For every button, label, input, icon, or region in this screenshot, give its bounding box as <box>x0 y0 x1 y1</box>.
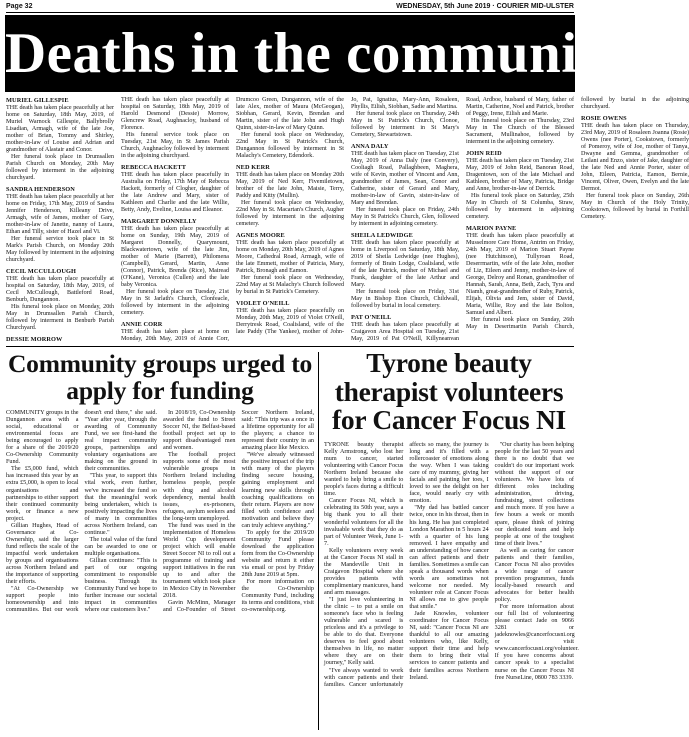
notice-name: REBECCA HACKETT <box>121 164 187 172</box>
notice-name: MARION PAYNE <box>466 225 517 233</box>
notice-name: ROSIE OWENS <box>581 115 627 123</box>
notice-paragraph: THE death has taken place peacefully in Australia on Friday, 17th May of Rebecca Hackett, formerly of Clogher, daughter of the late Andrew and Mary, sister of Kathleen and Charlie and the late Willie, Betty, Andy, Eveline, Louisa and Eleanor. <box>121 171 229 214</box>
notice-name: CECIL MCCULLOUGH <box>6 268 76 276</box>
death-notice <box>351 143 459 228</box>
notice-paragraph: Her funeral took place on Sunday, 26th May in Church of the Holy Trinity, Cookstown, followed by burial in Forthill Cemetery. <box>581 193 689 221</box>
notice-paragraph: Her funeral took place on Friday, 31st May in Bishop Eton Church, Childwall, followed by burial in local cemetery. <box>351 289 459 310</box>
notice-paragraph: THE death has taken place peacefully at home in Liverpool on Saturday, 18th May, 2019 of Sheila Ledwidge (nee Hughes), formerly of Brain Lodge, Coalisland, wife of the late Patrick, mother of Michael and Frank, daughter of the late Arthur and Mary. <box>351 239 459 289</box>
notice-paragraph: THE death has taken place on Thursday, 23rd May, 2019 of Rosaleen Joanna (Rosie) Owens (nee Porter), Cookstown, formerly of Pomeroy, wife of Joe, mother of Tanya, Dwayne and Gemma, grandmother of Leilani and Enzo, sister of Jake, daughter of the late Ned and Annie Porter, sister of John, Eileen, Patricia, Eamon, Bernie, Vincent, Oliver, Owen, Evelyn and the late Dermot. <box>581 122 689 193</box>
notice-name: ANNA DALY <box>351 143 389 151</box>
section-banner: Deaths in the community <box>5 15 575 92</box>
article-paragraph: TYRONE beauty therapist Kelly Armstrong, who lost her mum to cancer, started volunteering with Cancer Focus Northern Ireland because she wanted to help bring a smile to people's faces during a difficult time. <box>324 442 404 498</box>
death-notice <box>121 164 229 214</box>
notice-paragraph: His funeral took place on Thursday, 23rd May in The Church of the Blessed Sacrament, Mullinahoe, followed by interment in the adjoining cemetery. <box>466 118 574 146</box>
article-paragraph: Gavin McMinn, Manager and Co-Founder of Street Soccer Northern Ireland, said: "This trip was a once in a lifetime opportunity for all the players; a chance to represent their country in an amazing place like Mexico. <box>163 410 314 614</box>
notice-paragraph: Her funeral took place on Wednesday, 22nd May in St Patrick's Church, Dungannon followed by interment in St Malachy's Cemetery, Edendork. <box>236 132 344 160</box>
notice-paragraph: THE death has taken place peacefully at her home on Friday, 17th May, 2019 of Sandra Jennifer Henderson, Killeany Drive, Armagh, wife of James, mother of Gary, mother-in-law of Janette, nanny of Laura, Ethan and Tilly, sister of Hazel and Vi. <box>6 193 114 235</box>
notice-paragraph: THE death has taken place peacefully at home on Sunday, 19th May, 2019 of Margaret Donnelly, Quarymount, Blackwatertown, wife of the late Jim, mother of Marie (Barrett), Philomena (Campbell), Gerard, Martin, Anne (Connor), Patrick, Brenda (Rice), Mairead (O'Kane), Veronica (Cullen) and the late baby Veronica. <box>121 225 229 289</box>
death-notice <box>121 218 229 317</box>
notice-name: SHEILA LEDWIDGE <box>351 232 413 240</box>
notice-name: DESSIE MORROW <box>6 336 63 343</box>
article-paragraph: For more information on the Co-Ownership Community Fund, including its terms and conditions, visit co-ownership.org. <box>241 579 314 614</box>
article-paragraph: In 2018/19, Co-Ownership awarded the fund to Street Soccer NI, the Belfast-based football project set up to support disadvantaged men and women. <box>163 410 236 452</box>
article-paragraph: As well as caring for cancer patients and their families, Cancer Focus NI also provides a wide range of cancer prevention programmes, funds locally-based research and advocates for better health policy. <box>494 547 574 604</box>
article-paragraph: To apply for the 2019/20 Community Fund please download the application form from the Co-Ownership website and return it either via email or post by Friday 28th June 2019 at 5pm. <box>241 529 314 579</box>
article-paragraph: The £5,000 fund, which has increased this year by an extra £5,000, is open to local organisations and partnerships to either support their continued community work, or finance a new project. <box>6 466 79 522</box>
notice-name: VIOLET O'NEILL <box>236 300 290 308</box>
column-divider <box>318 352 319 730</box>
article-paragraph: "I've always wanted to work with cancer patients and their families. Cancer unfortunately affects so many, the journey is long and it's filled with a rollercoaster of emotions along the way. When I was taking care of my mummy, giving her facials and painting her toes, I loved to see the delight on her face, would nearly cry with emotion. <box>324 442 489 688</box>
notice-paragraph: THE death has taken place peacefully at Musselmore Care Home, Antrim on Friday, 24th May, 2019 of Marion Stuart Payne (nee Hutchinson), Tullyroan Road, Deserrmartin, wife of the late John, mother of Liz, Eileen and Jenny, mother-in-law of George, Delroy and Ronan, grandmother of Hannah, Sarah, Anna, Beth, Zach, Tyra and Niamh, great-grandmother of Ruby, Patrick, Elijah, Olivia and Jem, sister of David, Maria, Willie, Roy and the late Bolton, Samuel and Albert. <box>466 232 574 317</box>
article-paragraph: "Our charity has been helping people for the last 50 years and there is no doubt that we couldn't do our important work without the support of our volunteers. We have lots of different roles including administration, driving, fundraising, street collections and much more. If you have a few hours a week or month spare, please think of joining our dedicated team and help people at one of the toughest time of their lives." <box>494 442 574 547</box>
notice-paragraph: Her funeral took place on Wednesday, 22nd May in St. Macartan's Church, Augher followed by interment in the adjoining cemetery. <box>236 200 344 228</box>
death-notice <box>6 186 114 264</box>
notice-name: MURIEL GILLESPIE <box>6 97 69 104</box>
notice-name: MARGARET DONNELLY <box>121 218 197 226</box>
death-notice <box>236 164 344 228</box>
notice-paragraph: THE death has taken place on Tuesday, 21st May, 2019 of John Reid, Banoran Road, Dragentown, son of the late Michael and Kathleen, brother of Mary, Patricia, Bridge and Anne, brother-in-law of Derrick. <box>466 157 574 193</box>
death-notice <box>6 97 114 182</box>
article-paragraph: "My dad has battled cancer twice, once in his throat, then in his lung. He has just completed London Marathon in 5 hours 24 with a quarter of his lung removed. I have empathy and an understanding of how cancer can affect patients and their families. Sometimes a smile can speak a thousand words when words are sometimes not welcome nor needed. My volunteer role at Cancer Focus NI allows me to give people that smile." <box>409 505 489 611</box>
notice-paragraph: Her funeral took place on Friday, 24th May in St Patrick's Church, Glen, followed by interment in adjoining cemetery. <box>351 207 459 228</box>
article-paragraph: The fund was used in the implementation of Homeless World Cup development project which will enable Street Soccer NI to roll out a programme of training and support initiatives in the run up to and after the tournament which took place in Mexico City in November 2018. <box>163 522 236 600</box>
article-paragraph: Gillian Hughes, Head of Governance at Co-Ownership, said the larger fund reflects the scale of the impactful work undertaken by groups and organisations across Northern Ireland and the importance of supporting their efforts. <box>6 522 79 586</box>
death-notice <box>6 268 114 332</box>
right-article-body <box>324 442 579 732</box>
article-paragraph: The football project supports some of the most vulnerable groups in Northern Ireland including homeless people, people with drug and alcohol dependency, mental health issues, ex-prisoners, refugees, asylum seekers and the long-term unemployed. <box>163 452 236 522</box>
article-paragraph: "We've already witnessed the positive impact of the trip with many of the players finding secure housing, gaining employment and learning new skills through coaching qualifications on their return. Players are now filled with confidence and motivation and believe they can truly achieve anything." <box>241 452 314 529</box>
notice-paragraph: Her funeral took place on Sunday, 26th May in Desertmartin Parish Church, followed by burial in the adjoining churchyard. <box>466 97 689 331</box>
page-number: Page 32 <box>6 3 33 10</box>
issue-date: WEDNESDAY, 5th June 2019 · COURIER MID-ULSTER <box>396 3 574 10</box>
article-paragraph: Gillian continues: "This is part of our ongoing commitment to responsible business. Through its Community Fund we hope to further increase our societal impact in communities where our customers live." <box>84 557 157 614</box>
left-headline: Community groups urged to apply for funding <box>7 349 313 405</box>
notice-paragraph: His funeral took place on Monday, 20th May in Drumsallen Parish Church, followed by interment in Benburb Parish Churchyard. <box>6 303 114 331</box>
article-paragraph: "This year, to support this vital work, even further, we've increased the fund so that the meaningful work being undertaken, which is positively impacting the lives of many in communities across Northern Ireland, can continue." <box>84 473 157 536</box>
notice-name: NED KERR <box>236 164 270 172</box>
notice-name: SANDRA HENDERSON <box>6 186 75 194</box>
header-rule <box>6 12 574 13</box>
notice-paragraph: THE death has taken place on Monday 20th May, 2019 of Ned Kerr, Fivemiletown, brother of the late John, Maisie, Terry, Paddy and Kitty (Mullin). <box>236 171 344 200</box>
left-article-body <box>6 410 314 732</box>
death-notice <box>466 150 574 221</box>
notice-paragraph: Her funeral took place on Thursday, 24th May in St Patrick's Church, Clonoe, followed by interment in St Mary's Cemetery, Stewartstown. <box>351 111 459 139</box>
article-paragraph: COMMUNITY groups in the Dungannon area with a social, educational or environmental focus are being encouraged to apply for a share of the 2019/20 Co-Ownership Community Fund. <box>6 410 79 466</box>
notice-paragraph: THE death has taken place at home on Monday, 20th May, 2019 of Annie Corr, Drumcoo Green, Dungannon, wife of the late Alex, mother of Maura (McGeogan), Siobhan, Gerard, Kevin, Brendan and Martin, sister of the late John and Hugh Quinn, sister-in-law of Mary Quinn. <box>121 97 344 342</box>
notice-paragraph: THE death has taken place peacefully at hospital on Saturday, 18th May, 2019, of Cecil McCullough, Battleford Road, Benburb, Dungannon. <box>6 275 114 303</box>
article-paragraph: The total value of the fund can be awarded to one or multiple organisations. <box>84 536 157 557</box>
notice-name: JOHN REID <box>466 150 502 158</box>
death-notice <box>581 115 689 221</box>
notice-paragraph: Her funeral took place on Tuesday, 21st May in St Jarlath's Church, Clonfeacle, followed by interment in the adjoining cemetery. <box>121 289 229 317</box>
notice-name: AGNES MOORE <box>236 232 285 240</box>
death-notice <box>351 232 459 310</box>
notice-paragraph: Her funeral took place on Wednesday, 22nd May at St Malachy's Church followed by burial in St Patrick's Cemetery. <box>236 275 344 296</box>
death-notice <box>236 232 344 296</box>
death-notices <box>6 97 689 345</box>
notice-name: ANNIE CORR <box>121 321 163 329</box>
article-paragraph: "At Co-Ownership we support people into homeownership and into communities. But our work doesn't end there," she said. "Year after year, through the awarding of Community Fund, we see first-hand the real impact community groups, partnerships and voluntary organisations are making on the ground in their communities. <box>6 410 157 614</box>
article-paragraph: Kelly volunteers every week at the Cancer Focus NI stall in the Mandeville Unit in Craigavon Hospital where she provides patients with complimentary manicures, hand and arm massages. <box>324 547 404 596</box>
notice-paragraph: THE death has taken place on Tuesday, 21st May, 2019 of Anna Daly (nee Convery), Cooliagh Road, Pallaghbeen, Maghera, wife of Kevin, mother of Vincent and Ann, grandmother of James, Sean, Conor and Catherine, sister of Gerard and Mary, mother-in-law of Gavin, sister-in-law of Mary and Brendan. <box>351 150 459 207</box>
notice-paragraph: His funeral took place on Saturday, 25th May in Church of St Columba, Straw, followed by interment in adjoining cemetery. <box>466 193 574 221</box>
notice-paragraph: Her funeral took place in Drumsallen Parish Church on Monday, 20th May followed by interment in the adjoining churchyard. <box>6 153 114 182</box>
article-paragraph: For more information about our full list of volunteering please contact Jade on 9066 3281 or jadeknowles@cancerfocusni.org or visit www.cancerfocusni.org/volunteer. If you have concerns about cancer speak to a specialist nurse on the Cancer Focus NI free NurseLine, 0800 783 3339. <box>494 604 579 681</box>
right-headline: Tyrone beauty therapist volunteers for Cancer Focus NI <box>332 347 566 435</box>
article-paragraph: "I just love volunteering in the clinic – to put a smile on someone's face who is feeling vulnerable and scared is priceless and it's a privilege to be able to do that. Everyone deserves to feel good about themselves in life, no matter where they are on their journey," Kelly said. <box>324 597 404 667</box>
notice-paragraph: THE death has taken place peacefully on Monday, 20th May, 2019 of Violet O'Neill, Derrytresk Road, Coalisland, wife of the late Paddy (The Yankee), mother of John-Jo, Pat, Ignatius, Mary-Ann, Rosaleen, Phyllis, Eilish, Siobhan, Sadie and Martina. <box>236 97 459 335</box>
notice-name: PAT O'NEILL <box>351 314 392 322</box>
notice-paragraph: THE death has taken place peacefully at her home on Saturday, 18th May, 2019, of Muriel Warnock Gillespie, Ballybrolly Lisadian, Armagh, wife of the late Joe, mother of Brian, Tommy and Shirley, mother-in-law of Louise and Adrian and grandmother of Alastair and Conor. <box>6 104 114 153</box>
notice-paragraph: THE death has taken place peacefully at home on Monday, 20th May, 2019 of Agnes Moore, Cathedral Road, Armagh, wife of the late Emmett, mother of Patricia, Mary, Patrick, Bronagh and Eamon. <box>236 239 344 275</box>
notice-paragraph: THE death has taken place peacefully at Craigavon Area Hospital on Tuesday, 21st May, 2019 of Pat O'Neill, Killyneanvan Road, Ardboe, husband of Mary, father of Martin, Catherine, Noel and Patrick, brother of Peggy, Irene, Eilish and Marie. <box>351 97 574 342</box>
article-paragraph: Jade Knowles, volunteer coordinator for Cancer Focus NI, said: "Cancer Focus NI are thankful to all our amazing volunteers who, like Kelly, support their time and help them to bring their vital services to cancer patients and their families across Northern Ireland. <box>409 611 489 681</box>
notice-paragraph: Her funeral service took place in St Mark's Parish Church, on Monday 20th May followed by interment in the adjoining churchyard. <box>6 235 114 264</box>
notice-paragraph: THE death has taken place peacefully at hospital on Saturday, 18th May, 2019 of Harold Desmond (Dessie) Morrow, Glencrew Road, Aughnacloy, husband of Florence. <box>121 97 229 132</box>
notice-paragraph: His funeral service took place on Tuesday, 21st May, in St James Parish Church, Aughnacloy followed by interment in the adjoining churchyard. <box>121 132 229 160</box>
article-paragraph: Cancer Focus NI, which is celebrating its 50th year, says a big thank you to all their wonderful volunteers for all the invaluable work that they do as part of Volunteer Week, June 1-7. <box>324 498 404 547</box>
